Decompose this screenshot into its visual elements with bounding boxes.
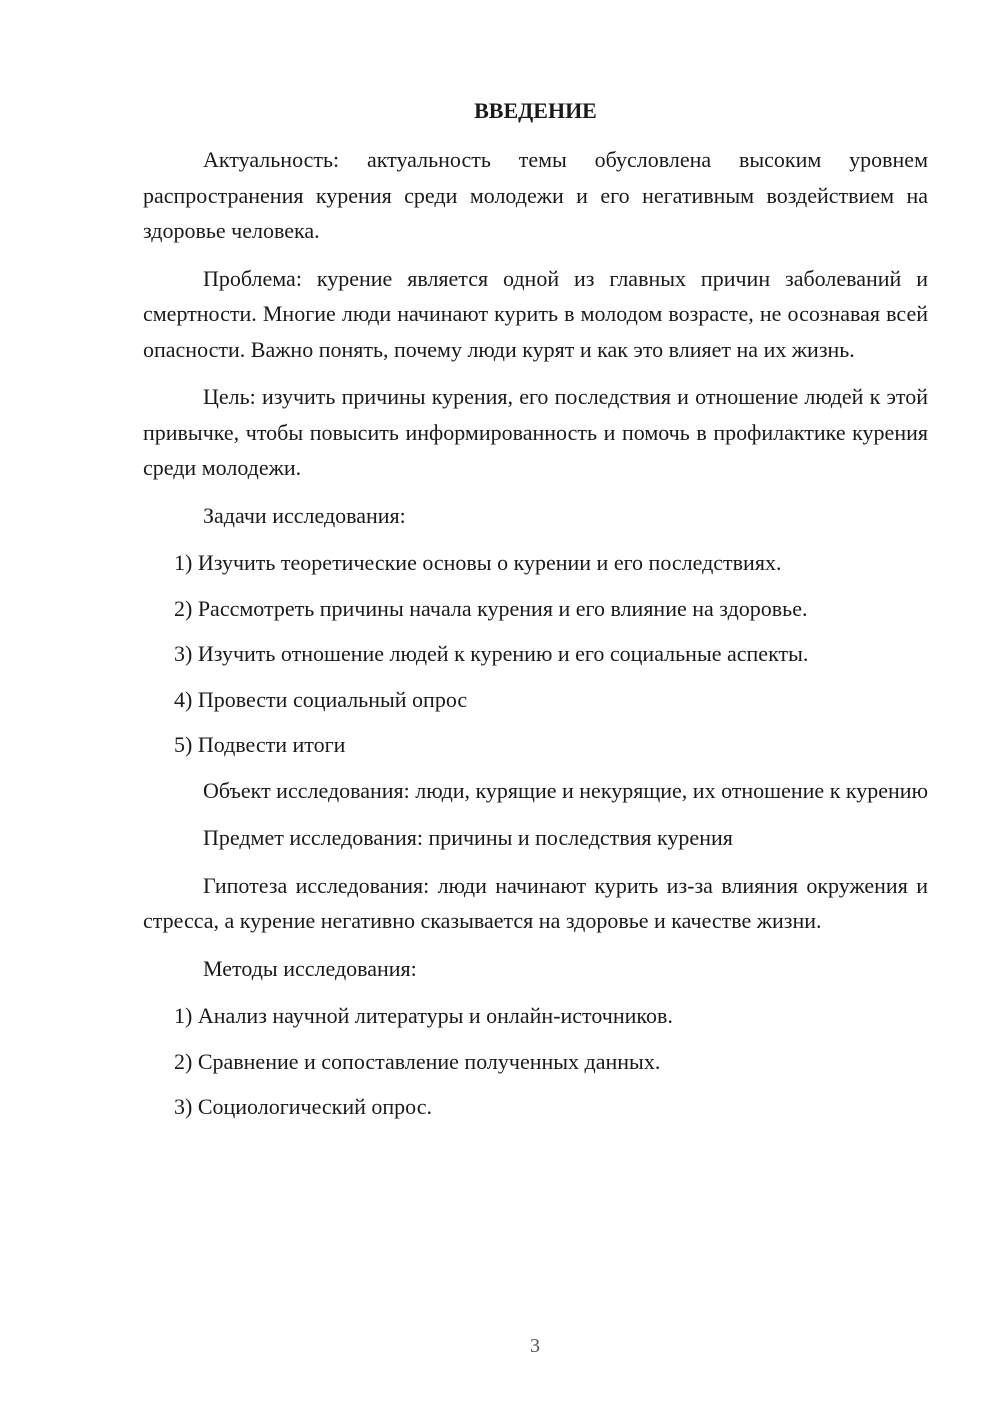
hypothesis-paragraph: Гипотеза исследования: люди начинают курить из-за влияния окружения и стресса, а курение негативно сказывается на здоровье и качестве жизни. <box>143 872 928 933</box>
page-title: ВВЕДЕНИЕ <box>474 98 597 123</box>
problem-paragraph: Проблема: курение является одной из главных причин заболеваний и смертности. Многие люди начинают курить в молодом возрасте, не осознавая всей опасности. Важно понять, почему люди курят и как это влияет на их жизнь. <box>143 265 928 362</box>
method-item: 2) Сравнение и сопоставление полученных данных. <box>174 1048 661 1074</box>
page-body <box>143 142 928 1135</box>
task-item: 1) Изучить теоретические основы о курении и его последствиях. <box>174 550 782 575</box>
methods-heading: Методы исследования: <box>203 955 417 981</box>
subject-paragraph: Предмет исследования: причины и последствия курения <box>203 825 733 850</box>
task-item: 2) Рассмотреть причины начала курения и его влияние на здоровье. <box>174 595 808 621</box>
method-item: 1) Анализ научной литературы и онлайн-источников. <box>174 1003 673 1028</box>
task-item: 5) Подвести итоги <box>174 732 346 757</box>
task-item: 4) Провести социальный опрос <box>174 686 468 712</box>
relevance-paragraph: Актуальность: актуальность темы обусловлена высоким уровнем распространения курения среди молодежи и его негативным воздействием на здоровье человека. <box>143 147 928 243</box>
goal-paragraph: Цель: изучить причины курения, его последствия и отношение людей к этой привычке, чтобы повысить информированность и помочь в профилактике курения среди молодежи. <box>143 384 928 480</box>
tasks-heading: Задачи исследования: <box>203 502 406 528</box>
document-page <box>143 0 928 1414</box>
task-item: 3) Изучить отношение людей к курению и его социальные аспекты. <box>174 641 809 666</box>
page-number: 3 <box>530 1335 540 1357</box>
object-paragraph: Объект исследования: люди, курящие и некурящие, их отношение к курению <box>203 777 929 803</box>
method-item: 3) Социологический опрос. <box>174 1094 432 1119</box>
